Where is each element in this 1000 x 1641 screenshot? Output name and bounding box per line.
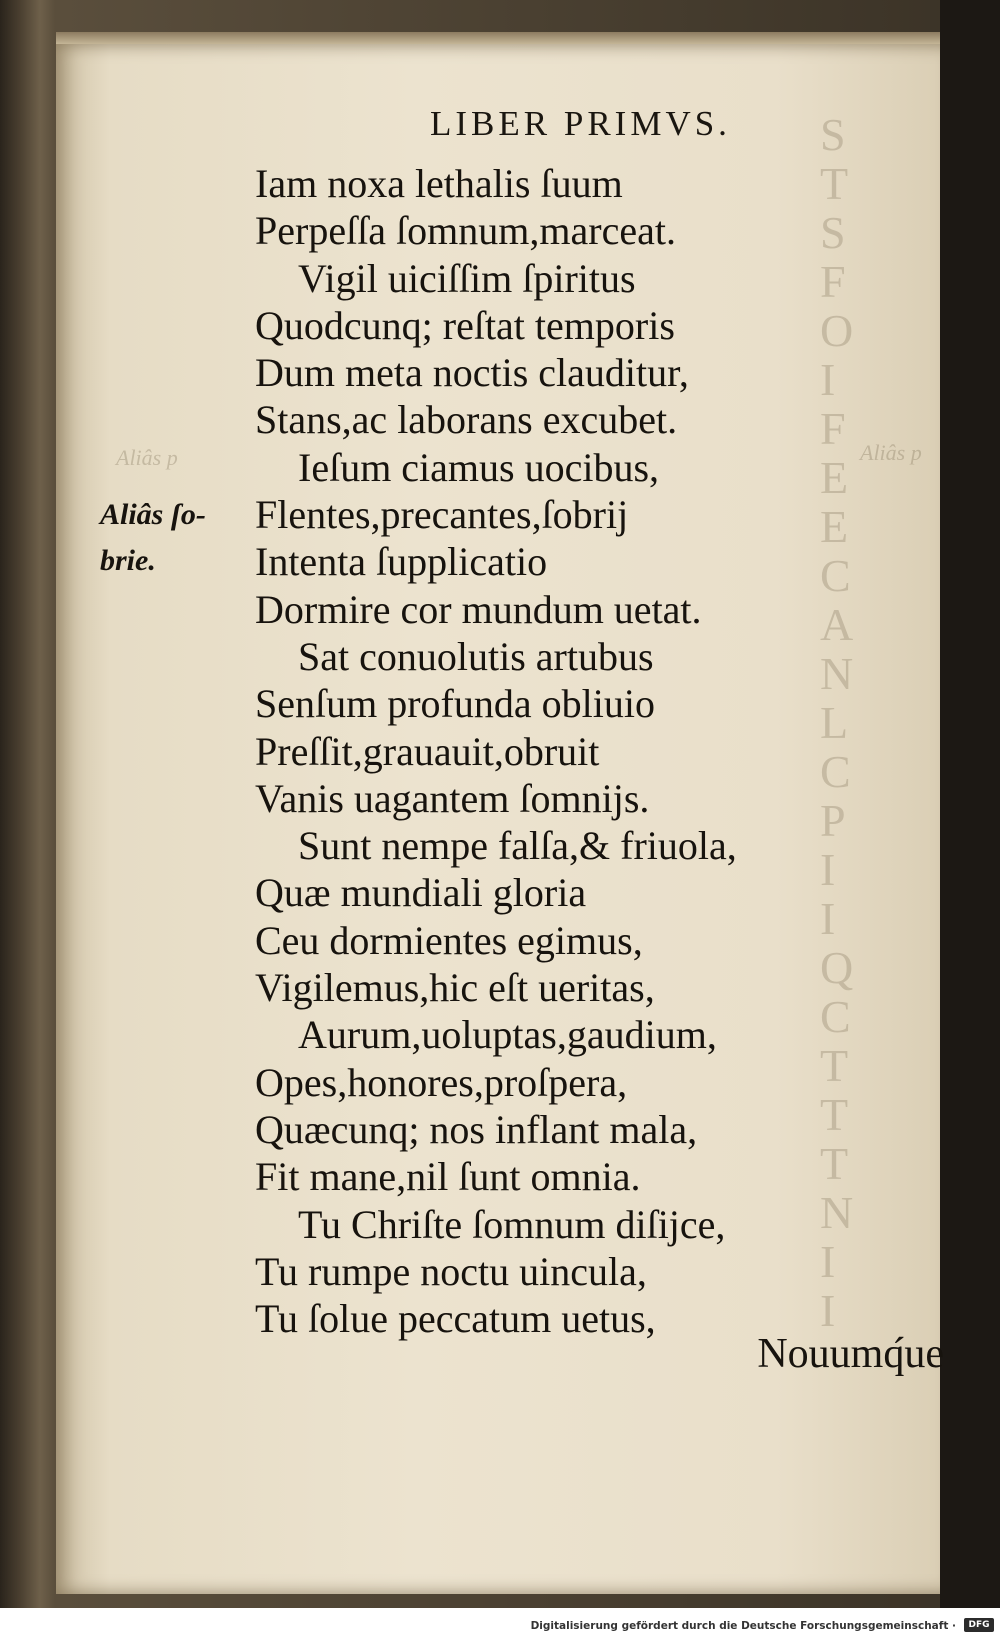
catchword: Nouumq́ue — [757, 1331, 944, 1377]
show-through-text: S T S F O I F E E C A N L C P I I Q C T T T N I I — [820, 110, 854, 1335]
verse-line: Iam noxa lethalis ſuum — [255, 161, 623, 206]
verse-line: Tu ſolue peccatum uetus, — [255, 1296, 656, 1342]
verse-line: Tu rumpe noctu uincula, — [255, 1248, 647, 1294]
marginal-note — [100, 492, 206, 584]
verse-line: Fit mane,nil ſunt omnia. — [255, 1154, 641, 1200]
show-through-margin-left: Aliâs p — [116, 445, 178, 470]
verse-line: Flentes,precantes,ſobrij — [255, 492, 629, 538]
verse-line: Dum meta noctis clauditur, — [255, 350, 689, 396]
footer-bar — [0, 1608, 1000, 1641]
verse-line: Quodcunq; reſtat temporis — [255, 302, 675, 348]
verse-line: Vigilemus,hic eſt ueritas, — [255, 965, 655, 1011]
verse-line: Sunt nempe falſa,& friuola, — [298, 823, 737, 869]
verse-line: Quæ mundiali gloria — [255, 870, 587, 916]
verse-line: Vigil uiciſſim ſpiritus — [298, 255, 636, 301]
verse-line: Tu Chriſte ſomnum diſijce, — [298, 1201, 726, 1247]
dfg-logo: DFG — [964, 1618, 994, 1632]
running-head: LIBER PRIMVS. — [430, 104, 731, 143]
verse-line: Preſſit,grauauit,obruit — [255, 728, 600, 774]
funding-credit: Digitalisierung gefördert durch die Deutsche Forschungsgemeinschaft · — [530, 1620, 956, 1632]
verse-line: Opes,honores,proſpera, — [255, 1059, 628, 1105]
verse-line: Aurum,uoluptas,gaudium, — [298, 1012, 717, 1058]
verse-line: Vanis uagantem ſomnijs. — [255, 775, 650, 821]
verse-block — [255, 160, 945, 1342]
verse-line: Perpeſſa ſomnum,marceat. — [255, 208, 676, 254]
marginal-note-line: Aliâs ſo- — [100, 498, 206, 531]
show-through-margin-right: Aliâs p — [860, 440, 922, 465]
marginal-note-line: brie. — [100, 544, 156, 577]
verse-line: Ieſum ciamus uocibus, — [298, 444, 660, 490]
verse-line: Sat conuolutis artubus — [298, 633, 654, 679]
verse-line: Senſum profunda obliuio — [255, 681, 655, 727]
verse-line: Dormire cor mundum uetat. — [255, 586, 702, 632]
verse-line: Quæcunq; nos inflant mala, — [255, 1106, 698, 1152]
verse-line: Intenta ſupplicatio — [255, 539, 548, 585]
verse-line: Stans,ac laborans excubet. — [255, 397, 678, 443]
verse-line: Ceu dormientes egimus, — [255, 917, 643, 963]
